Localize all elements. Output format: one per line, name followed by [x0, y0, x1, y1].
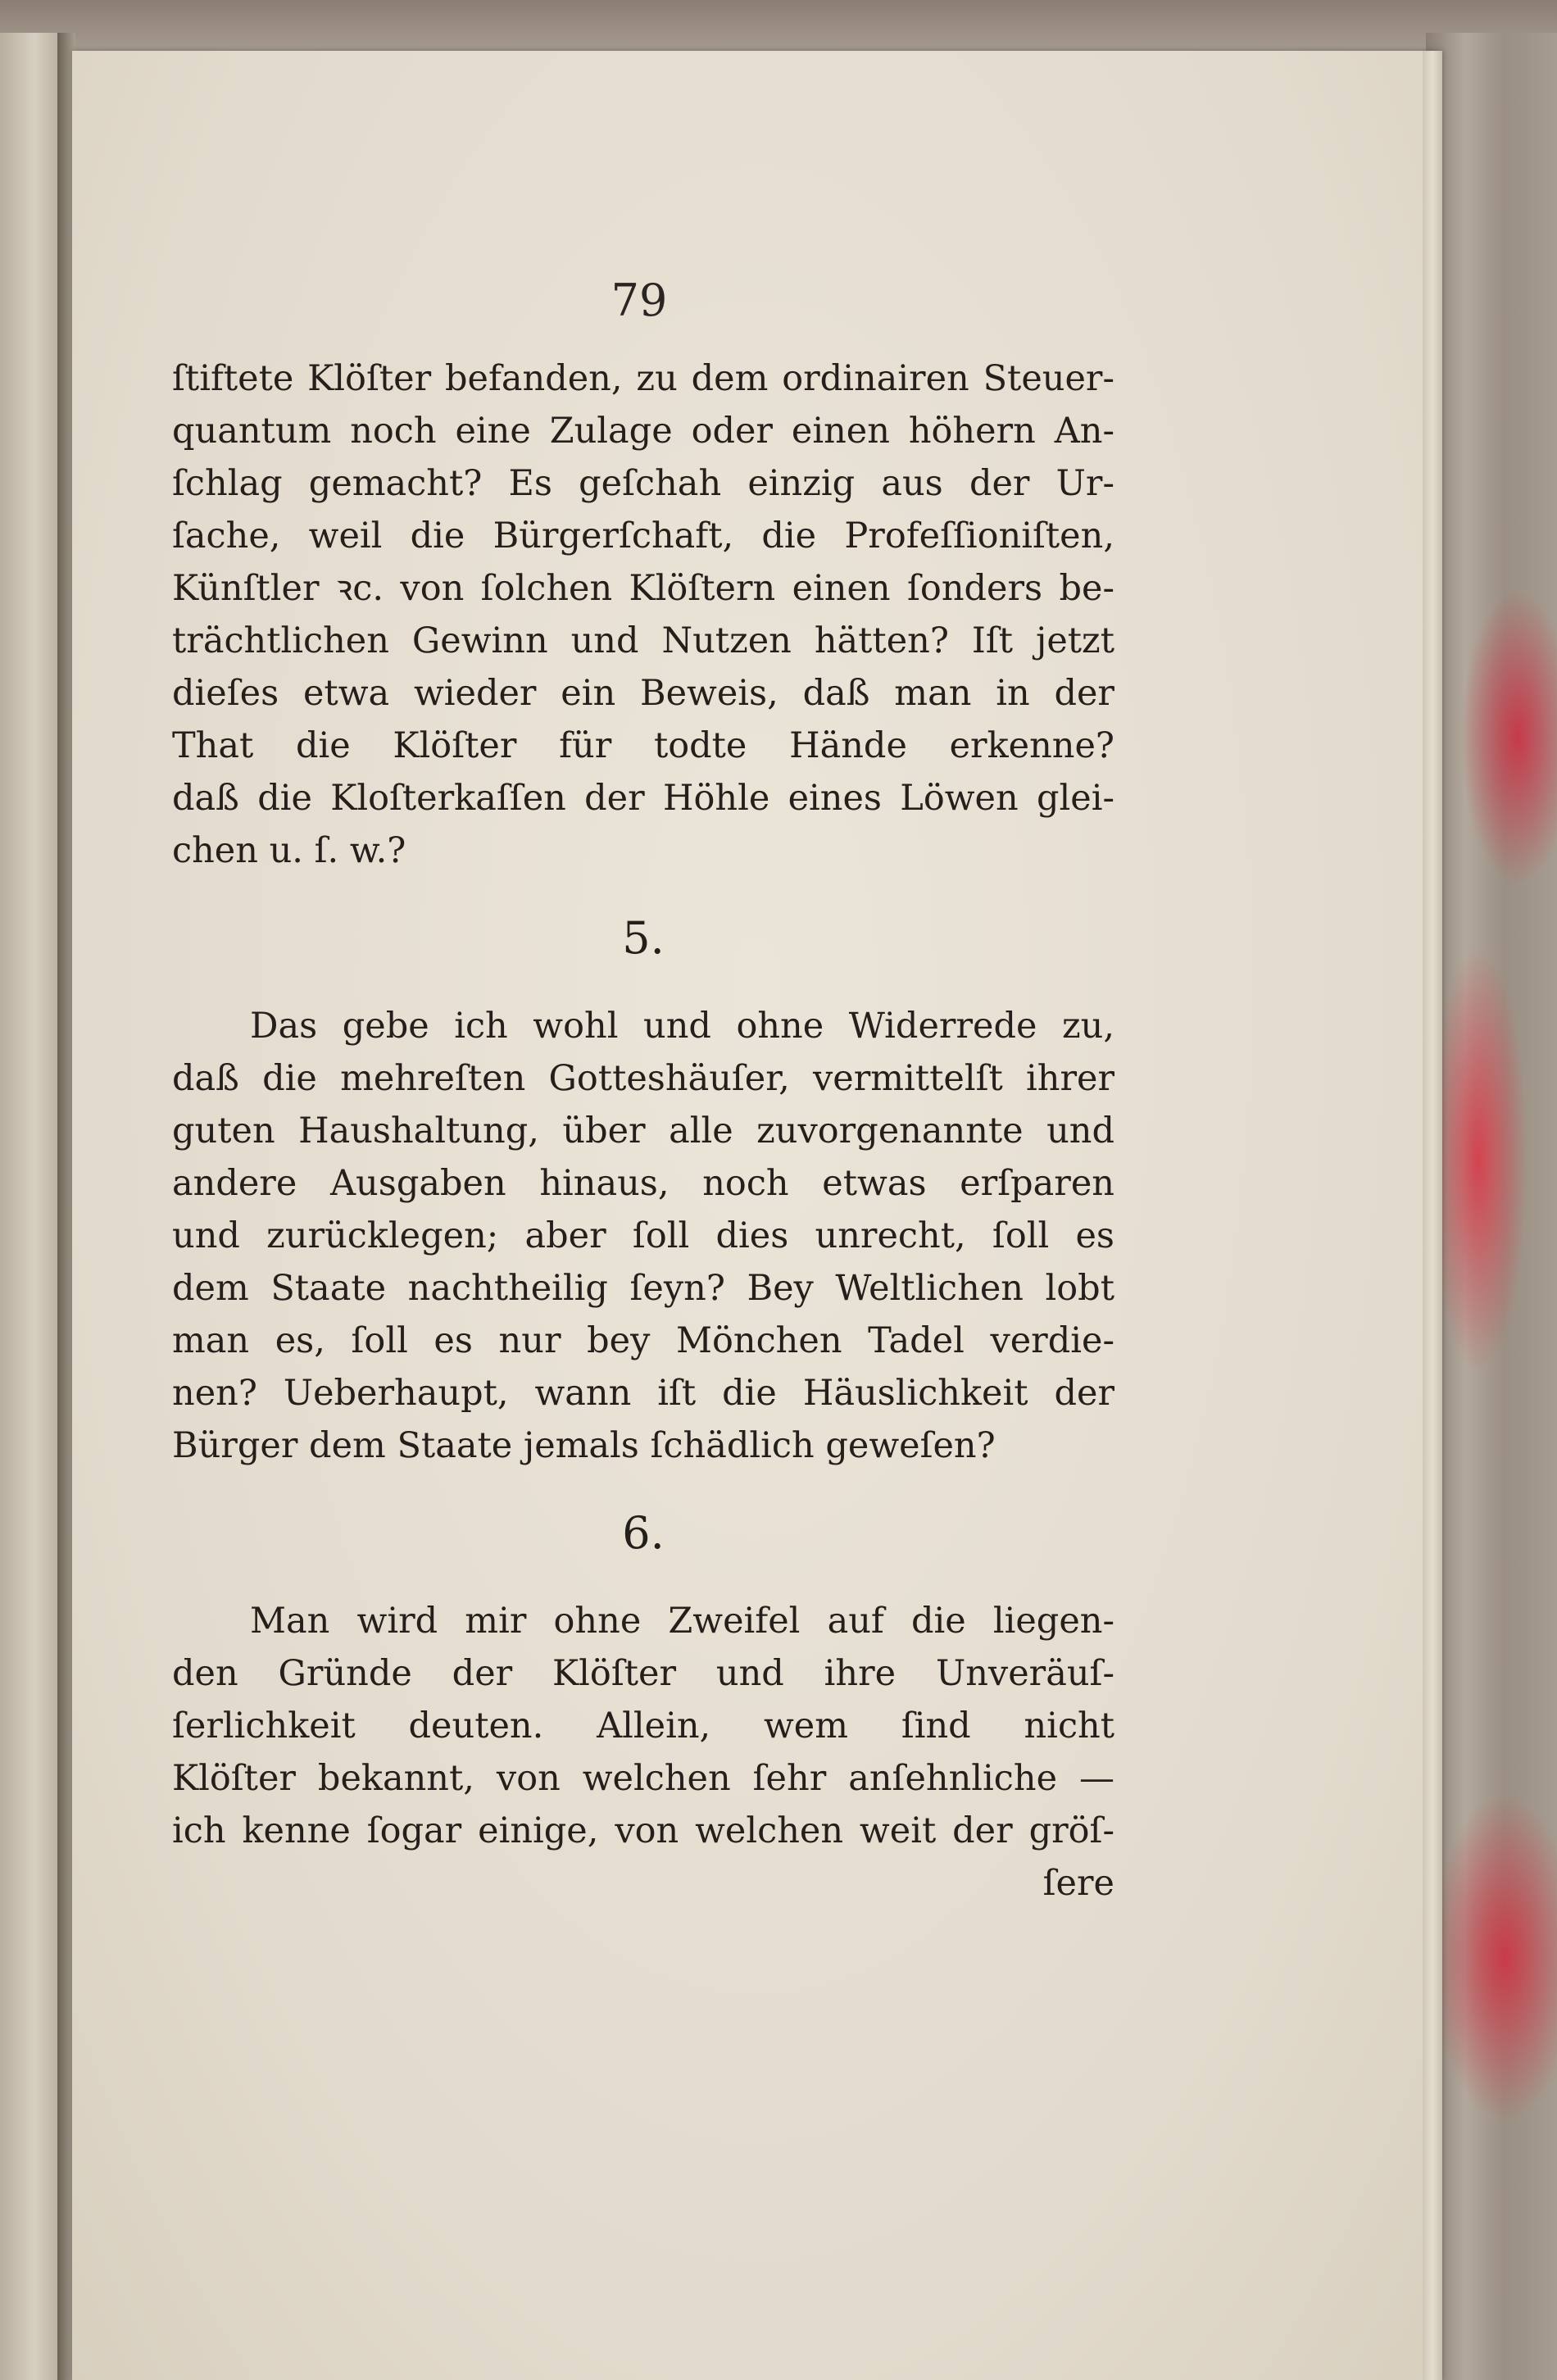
- text-line: den Gründe der Klöſter und ihre Unveräuſ-: [172, 1653, 1114, 1694]
- text-line: dem Staate nachtheilig ſeyn? Bey Weltlichen lobt: [172, 1268, 1114, 1309]
- text-line: dieſes etwa wieder ein Beweis, daß man in der: [172, 673, 1114, 714]
- paragraph-2: [172, 1000, 1114, 1472]
- paragraph-3: [172, 1595, 1114, 1857]
- text-line: Man wird mir ohne Zweifel auf die liegen-: [250, 1601, 1114, 1642]
- text-line: ſtiftete Klöſter befanden, zu dem ordinairen Steuer-: [172, 358, 1114, 399]
- section-heading-6: 6.: [622, 1507, 665, 1559]
- text-line: ſerlichkeit deuten. Allein, wem ſind nicht: [172, 1706, 1114, 1746]
- text-line: Künſtler ꝛc. von ſolchen Klöſtern einen ſonders be-: [172, 568, 1114, 609]
- left-page-edge: [0, 33, 60, 2380]
- text-line: nen? Ueberhaupt, wann iſt die Häuslichkeit der: [172, 1373, 1114, 1414]
- text-line: Bürger dem Staate jemals ſchädlich geweſen?: [172, 1425, 996, 1466]
- page-number: 79: [611, 275, 668, 326]
- text-line: ich kenne ſogar einige, von welchen weit der gröſ-: [172, 1810, 1114, 1851]
- text-block: [172, 352, 1114, 1910]
- text-line: ſchlag gemacht? Es geſchah einzig aus der Ur-: [172, 463, 1114, 504]
- catchword: ſere: [1042, 1863, 1114, 1904]
- section-heading-5: 5.: [622, 912, 665, 964]
- text-line: guten Haushaltung, über alle zuvorgenannte und: [172, 1111, 1114, 1151]
- text-line: That die Klöſter für todte Hände erkenne?: [172, 725, 1114, 766]
- text-line: andere Ausgaben hinaus, noch etwas erſparen: [172, 1163, 1114, 1204]
- text-line: Klöſter bekannt, von welchen ſehr anſehnliche —: [172, 1758, 1114, 1799]
- text-line: trächtlichen Gewinn und Nutzen hätten? Iſt jetzt: [172, 620, 1114, 661]
- paragraph-1: [172, 352, 1114, 877]
- text-line: ſache, weil die Bürgerſchaft, die Profeſſioniſten,: [172, 516, 1114, 556]
- text-line: quantum noch eine Zulage oder einen höhern An-: [172, 411, 1114, 452]
- text-line: man es, ſoll es nur bey Mönchen Tadel verdie-: [172, 1320, 1114, 1361]
- text-line: daß die mehreſten Gotteshäuſer, vermittelſt ihrer: [172, 1058, 1114, 1099]
- page-fore-edge: [1423, 51, 1442, 2380]
- marbled-board: [1426, 33, 1557, 2380]
- text-line: daß die Kloſterkaſſen der Höhle eines Löwen glei-: [172, 778, 1114, 819]
- text-line: Das gebe ich wohl und ohne Widerrede zu,: [250, 1006, 1114, 1047]
- text-line: und zurücklegen; aber ſoll dies unrecht, ſoll es: [172, 1215, 1114, 1256]
- text-line: chen u. ſ. w.?: [172, 830, 406, 871]
